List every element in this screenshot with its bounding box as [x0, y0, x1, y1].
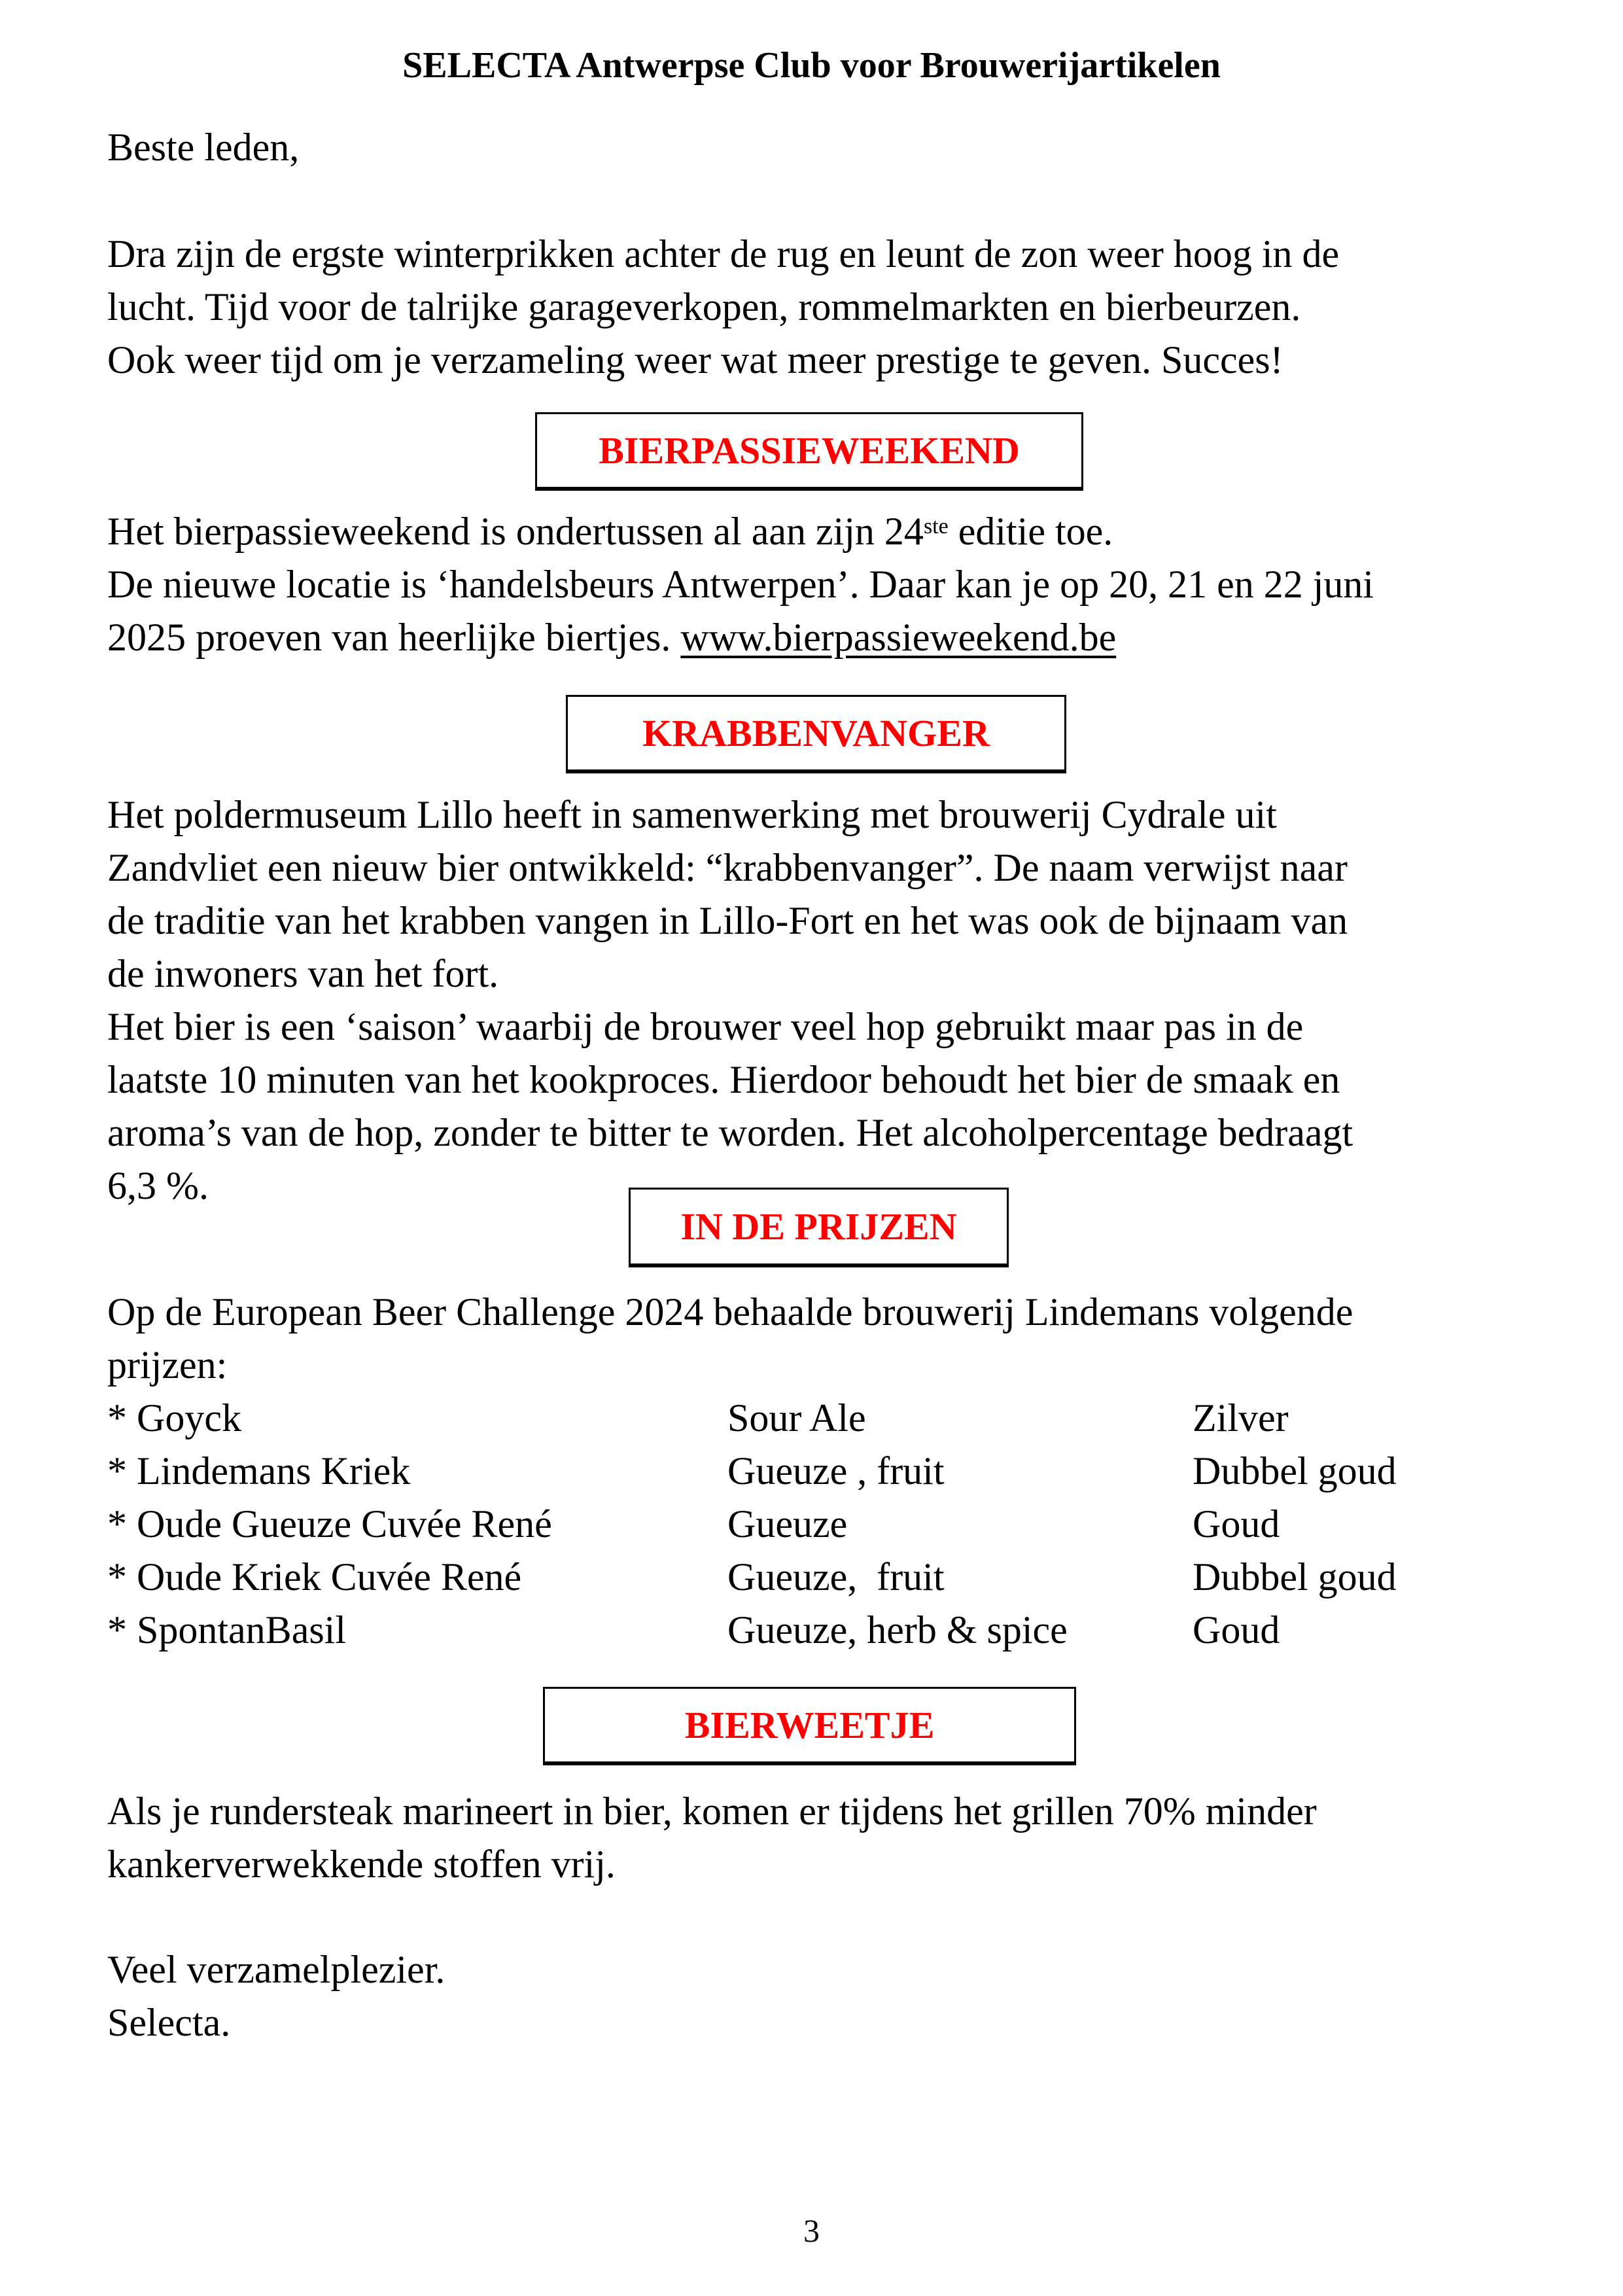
paragraph-line: De nieuwe locatie is ‘handelsbeurs Antwerpen’. Daar kan je op 20, 21 en 22 juni: [107, 563, 1374, 606]
beer-category: Sour Ale: [727, 1396, 866, 1439]
beer-category: Gueuze, herb & spice: [727, 1608, 1068, 1651]
section-heading-box: [566, 695, 1066, 773]
text: editie toe.: [948, 510, 1113, 553]
section-heading-box: [535, 412, 1083, 491]
website-link[interactable]: www.bierpassieweekend.be: [680, 616, 1117, 659]
award: Goud: [1193, 1502, 1280, 1545]
section-heading-box: [543, 1687, 1076, 1765]
text: Het bierpassieweekend is ondertussen al aan zijn 24: [107, 510, 924, 553]
paragraph-line: de traditie van het krabben vangen in Lillo-Fort en het was ook de bijnaam van: [107, 899, 1348, 942]
page-number: 3: [803, 2212, 820, 2249]
closing-line: Veel verzamelplezier.: [107, 1948, 445, 1991]
superscript: ste: [923, 514, 949, 539]
paragraph-line: [107, 505, 1113, 558]
beer-category: Gueuze: [727, 1502, 848, 1545]
signature: Selecta.: [107, 2001, 231, 2044]
paragraph-line: prijzen:: [107, 1343, 228, 1386]
section-heading: BIERPASSIEWEEKEND: [599, 429, 1020, 472]
beer-name: * Oude Gueuze Cuvée René: [107, 1502, 552, 1545]
beer-category: Gueuze , fruit: [727, 1449, 945, 1492]
paragraph-line: Zandvliet een nieuw bier ontwikkeld: “krabbenvanger”. De naam verwijst naar: [107, 846, 1348, 889]
award: Zilver: [1193, 1396, 1289, 1439]
beer-name: * SpontanBasil: [107, 1608, 347, 1651]
paragraph-line: 6,3 %.: [107, 1164, 209, 1207]
intro-line: Ook weer tijd om je verzameling weer wat meer prestige te geven. Succes!: [107, 338, 1283, 381]
paragraph-line: laatste 10 minuten van het kookproces. Hierdoor behoudt het bier de smaak en: [107, 1058, 1340, 1101]
paragraph-line: kankerverwekkende stoffen vrij.: [107, 1843, 616, 1886]
section-heading: KRABBENVANGER: [642, 712, 990, 754]
page-title: SELECTA Antwerpse Club voor Brouwerijartikelen: [402, 45, 1221, 86]
intro-line: Dra zijn de ergste winterprikken achter de rug en leunt de zon weer hoog in de: [107, 232, 1340, 275]
award: Dubbel goud: [1193, 1449, 1397, 1492]
beer-name: * Oude Kriek Cuvée René: [107, 1555, 522, 1598]
award: Goud: [1193, 1608, 1280, 1651]
award: Dubbel goud: [1193, 1555, 1397, 1598]
paragraph-line: [107, 611, 1116, 664]
paragraph-line: Het bier is een ‘saison’ waarbij de brouwer veel hop gebruikt maar pas in de: [107, 1005, 1304, 1048]
section-heading: IN DE PRIJZEN: [680, 1205, 957, 1248]
greeting: Beste leden,: [107, 126, 300, 169]
intro-line: lucht. Tijd voor de talrijke garageverkopen, rommelmarkten en bierbeurzen.: [107, 285, 1301, 328]
beer-category: Gueuze, fruit: [727, 1555, 945, 1598]
beer-name: * Lindemans Kriek: [107, 1449, 411, 1492]
paragraph-line: Als je rundersteak marineert in bier, komen er tijdens het grillen 70% minder: [107, 1790, 1317, 1833]
paragraph-line: de inwoners van het fort.: [107, 952, 499, 995]
paragraph-line: Het poldermuseum Lillo heeft in samenwerking met brouwerij Cydrale uit: [107, 793, 1277, 836]
beer-name: * Goyck: [107, 1396, 241, 1439]
section-heading-box: [629, 1188, 1009, 1267]
section-heading: BIERWEETJE: [684, 1704, 935, 1746]
paragraph-line: Op de European Beer Challenge 2024 behaalde brouwerij Lindemans volgende: [107, 1290, 1353, 1333]
paragraph-line: aroma’s van de hop, zonder te bitter te worden. Het alcoholpercentage bedraagt: [107, 1111, 1353, 1154]
text: 2025 proeven van heerlijke biertjes.: [107, 616, 681, 659]
